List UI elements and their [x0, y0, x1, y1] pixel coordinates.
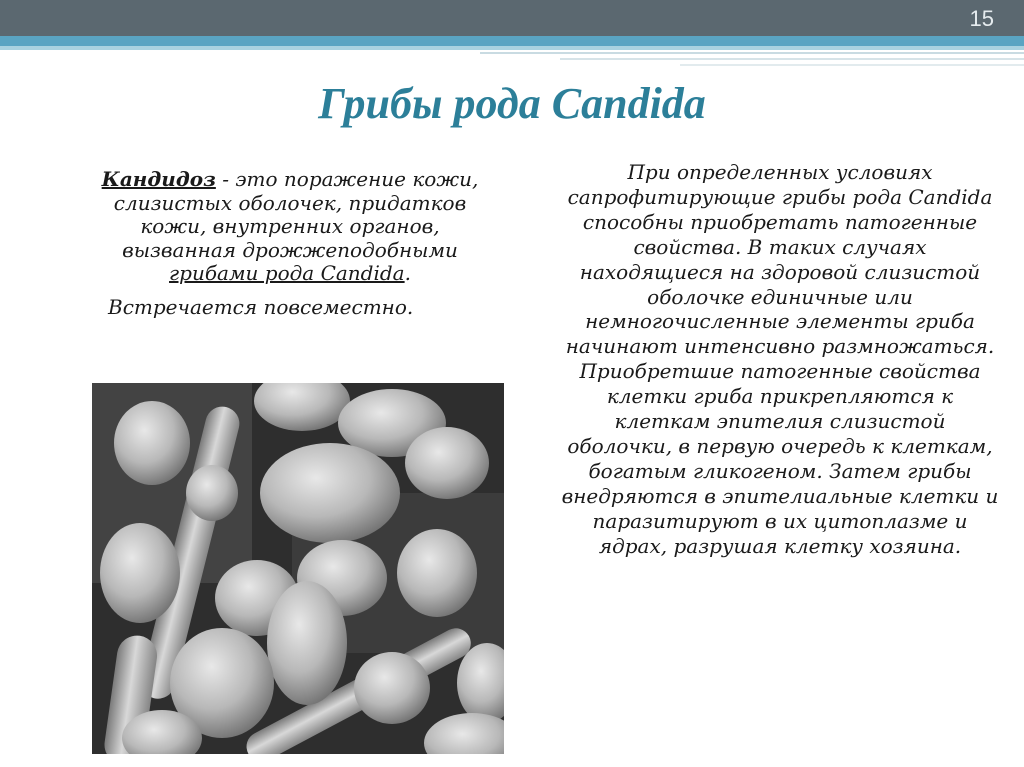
header-bar	[0, 0, 1024, 36]
slide-number: 15	[969, 6, 994, 31]
definition-block	[90, 168, 490, 319]
micrograph-image	[92, 383, 504, 754]
header-stripe	[0, 36, 1024, 46]
prevalence-note: Встречается повсеместно.	[108, 294, 414, 319]
term-candidiasis: Кандидоз	[101, 167, 216, 191]
header-stripe-light	[0, 46, 1024, 50]
decor-line	[680, 64, 1024, 66]
definition-end: .	[404, 261, 411, 285]
decor-line	[480, 52, 1024, 54]
definition-text: - это поражение кожи, слизистых оболочек, придатков кожи, внутренних органов, вызванная дрожжеподобными	[113, 167, 479, 262]
pathogenesis-paragraph: При определенных условиях сапрофитирующие грибы рода Candida способны приобретать патогенные свойства. В таких случаях находящиеся на здоровой слизистой оболочке единичные или немногочисленные элементы гриба начинают интенсивно размножаться. Приобретшие патогенные свойства клетки гриба прикрепляются к клеткам эпителия слизистой оболочки, в первую очередь к клеткам, богатым гликогеном. Затем грибы внедряются в эпителиальные клетки и паразитируют в их цитоплазме и ядрах, разрушая клетку хозяина.	[561, 160, 999, 558]
decor-line	[560, 58, 1024, 60]
link-candida-fungi[interactable]: грибами рода Candida	[169, 261, 405, 285]
candida-micrograph-icon	[92, 383, 504, 754]
slide-title: Грибы рода Candida	[318, 79, 706, 128]
